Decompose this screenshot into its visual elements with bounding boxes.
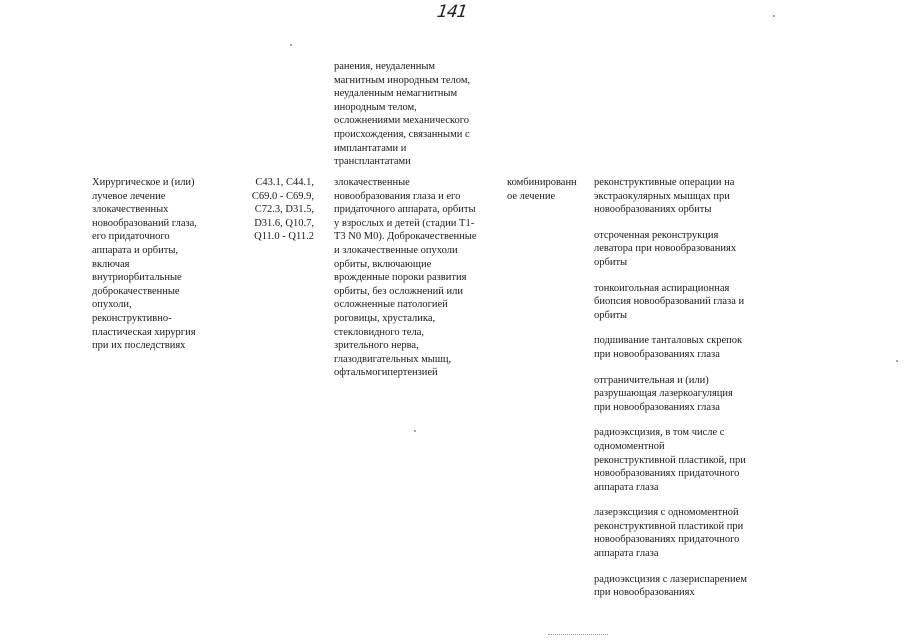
treatment-method-item: лазерэксцизия с одномоментной реконструктивной пластикой при новообразованиях придаточного аппарата глаза bbox=[594, 507, 744, 560]
page-number: 141 bbox=[435, 2, 468, 22]
patient-model-cell: злокачественные новообразования глаза и его придаточного аппарата, орбиты у взрослых и детей (стадии Т1- Т3 N0 M0). Доброкачественные и злокачественные опухоли орбиты, включающие врожденные пороки развития орбиты, без осложнений или осложненные патологией роговицы, хрусталика, стекловидного тела, зрительного нерва, глазодвигательных мышц, офтальмогипертензией bbox=[334, 177, 477, 379]
treatment-method-item: тонкоигольная аспирационная биопсия новообразований глаза и орбиты bbox=[594, 282, 745, 321]
treatment-method-item: радиоэксцизия с лазериспарением при новообразованиях bbox=[594, 573, 747, 599]
previous-row-patient-model-continuation: ранения, неудаленным магнитным инородным телом, неудаленным немагнитным инородным телом, осложнениями механического происхождения, связанными с имплантатами и трансплантатами bbox=[334, 61, 471, 168]
scan-artifact-line bbox=[548, 634, 608, 638]
treatment-methods-list bbox=[594, 176, 774, 612]
icd-codes-cell: С43.1, С44.1, С69.0 - С69.9, С72.3, D31.5, D31.6, Q10.7, Q11.0 - Q11.2 bbox=[251, 177, 314, 243]
treatment-method-item: подшивание танталовых скрепок при новообразованиях глаза bbox=[594, 335, 743, 360]
scan-speck bbox=[773, 15, 775, 17]
scan-speck bbox=[414, 430, 416, 432]
scan-speck bbox=[896, 360, 898, 362]
treatment-method-item: радиоэксцизия, в том числе с одномоментной реконструктивной пластикой, при новообразованиях придаточного аппарата глаза bbox=[594, 427, 746, 493]
treatment-method-item: отграничительная и (или) разрушающая лазеркоагуляция при новообразованиях глаза bbox=[594, 374, 733, 413]
treatment-method-item: реконструктивные операции на экстраокулярных мышцах при новообразованиях орбиты bbox=[594, 177, 735, 216]
treatment-type-cell: комбинированн ое лечение bbox=[507, 177, 577, 202]
treatment-method-item: отсроченная реконструкция леватора при новообразованиях орбиты bbox=[594, 229, 737, 268]
scan-speck bbox=[290, 44, 292, 46]
treatment-name-cell: Хирургическое и (или) лучевое лечение злокачественных новообразований глаза, его придаточного аппарата и орбиты, включая внутриорбитальные доброкачественные опухоли, реконструктивно- пластическая хирургия при их последствиях bbox=[92, 177, 197, 352]
